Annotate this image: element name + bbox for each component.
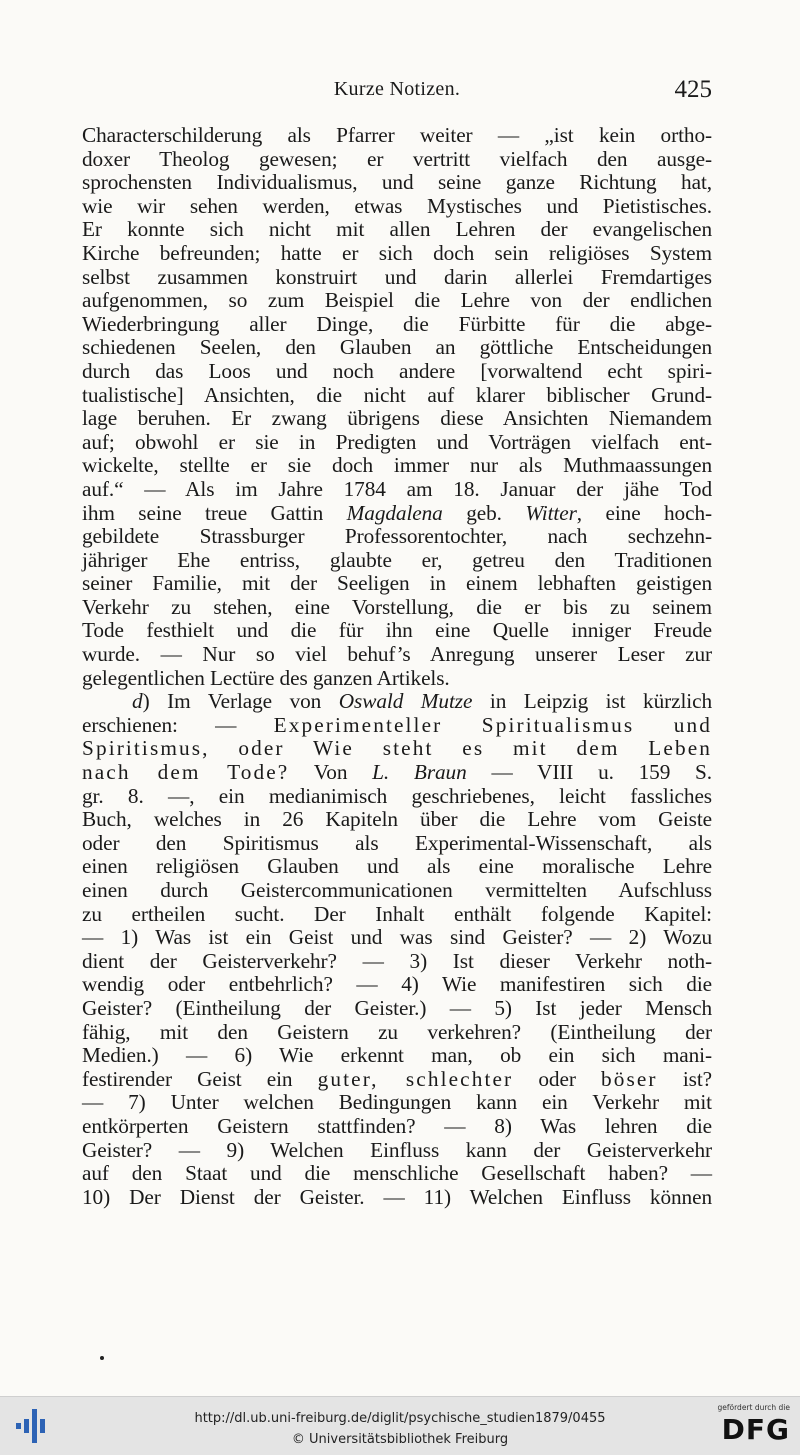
sponsor-note: gefördert durch die bbox=[717, 1403, 790, 1412]
text-line: doxer Theolog gewesen; er vertritt vielfach den ausge- bbox=[82, 146, 712, 171]
italic-text: Witter bbox=[525, 500, 577, 525]
running-title: Kurze Notizen. bbox=[333, 78, 461, 100]
text-line: schiedenen Seelen, den Glauben an göttliche Entscheidungen bbox=[82, 335, 712, 360]
text-line: selbst zusammen konstruirt und darin allerlei Fremdartiges bbox=[82, 264, 712, 289]
text-line: gelegentlichen Lectüre des ganzen Artikels. bbox=[82, 665, 450, 690]
text-line: wendig oder entbehrlich? — 4) Wie manifestiren sich die bbox=[82, 972, 712, 997]
text-line: Geister? — 9) Welchen Einfluss kann der Geisterverkehr bbox=[82, 1137, 712, 1162]
text-line: Characterschilderung als Pfarrer weiter — „ist kein ortho- bbox=[82, 123, 712, 147]
text-line: — 1) Was ist ein Geist und was sind Geister? — 2) Wozu bbox=[82, 925, 712, 950]
text-segment: oder bbox=[513, 1066, 601, 1091]
text-segment: ihm seine treue Gattin bbox=[82, 500, 347, 525]
italic-text: Magdalena bbox=[346, 500, 443, 525]
text-line: wickelte, stellte er sie doch immer nur als Muthmaassungen bbox=[82, 453, 712, 478]
text-line: sprochensten Individualismus, und seine ganze Richtung hat, bbox=[82, 170, 712, 195]
text-line: gr. 8. —, ein medianimisch geschriebenes, leicht fassliches bbox=[82, 783, 712, 808]
text-line bbox=[82, 502, 712, 526]
text-segment: — VIII u. 159 S. bbox=[466, 760, 713, 785]
text-line: Buch, welches in 26 Kapiteln über die Lehre vom Geiste bbox=[82, 807, 712, 832]
text-line: tualistische] Ansichten, die nicht auf klarer biblischer Grund- bbox=[82, 382, 712, 407]
text-line: zu ertheilen sucht. Der Inhalt enthält folgende Kapitel: bbox=[82, 901, 712, 926]
text-segment: ist? bbox=[657, 1066, 712, 1091]
dfg-logo-text: DFG bbox=[721, 1413, 790, 1446]
text-line: wurde. — Nur so viel behuf’s Anregung unserer Leser zur bbox=[82, 642, 712, 667]
spaced-text: nach dem Tode? bbox=[82, 760, 290, 785]
text-line bbox=[82, 737, 712, 761]
text-line: einen religiösen Glauben und als eine moralische Lehre bbox=[82, 854, 712, 879]
text-segment: erschienen: — bbox=[82, 712, 274, 737]
text-line bbox=[82, 714, 712, 738]
text-line: seiner Familie, mit der Seeligen in einem lebhaften geistigen bbox=[82, 571, 712, 596]
text-line: — 7) Unter welchen Bedingungen kann ein Verkehr mit bbox=[82, 1090, 712, 1115]
viewer-footer bbox=[0, 1396, 800, 1455]
spaced-text: Experimenteller Spiritualismus und bbox=[273, 712, 712, 737]
text-segment: geb. bbox=[442, 500, 526, 525]
text-segment: ) Im Verlage von bbox=[142, 689, 339, 714]
text-segment: , eine hoch- bbox=[576, 500, 712, 525]
text-line: oder den Spiritismus als Experimental-Wissenschaft, als bbox=[82, 830, 712, 855]
dfg-logo bbox=[706, 1403, 790, 1451]
text-segment: festirender Geist ein bbox=[82, 1066, 318, 1091]
italic-text: Oswald Mutze bbox=[338, 689, 473, 714]
text-line: 10) Der Dienst der Geister. — 11) Welchen Einfluss können bbox=[82, 1184, 712, 1209]
text-line: fähig, mit den Geistern zu verkehren? (Eintheilung der bbox=[82, 1019, 712, 1044]
text-line bbox=[82, 690, 712, 714]
spaced-text: Spiritismus, oder Wie steht es mit dem Leben bbox=[82, 736, 712, 761]
copyright-notice: © Universitätsbibliothek Freiburg bbox=[291, 1432, 509, 1447]
text-line: Kirche befreunden; hatte er sich doch sein religiöses System bbox=[82, 240, 712, 265]
text-line: wie wir sehen werden, etwas Mystisches und Pietistisches. bbox=[82, 193, 712, 218]
text-line bbox=[82, 761, 712, 785]
text-line: dient der Geisterverkehr? — 3) Ist dieser Verkehr noth- bbox=[82, 948, 712, 973]
text-segment: in Leipzig ist kürzlich bbox=[472, 689, 712, 714]
text-line: Er konnte sich nicht mit allen Lehren der evangelischen bbox=[82, 217, 712, 242]
text-line: lage beruhen. Er zwang übrigens diese Ansichten Niemandem bbox=[82, 406, 712, 431]
text-line: Verkehr zu stehen, eine Vorstellung, die er bis zu seinem bbox=[82, 594, 712, 619]
text-line: Medien.) — 6) Wie erkennt man, ob ein sich mani- bbox=[82, 1043, 712, 1068]
text-line: auf.“ — Als im Jahre 1784 am 18. Januar der jähe Tod bbox=[82, 476, 712, 501]
text-line: entkörperten Geistern stattfinden? — 8) Was lehren die bbox=[82, 1113, 712, 1138]
body-text bbox=[82, 124, 712, 1209]
text-line: auf; obwohl er sie in Predigten und Vorträgen vielfach ent- bbox=[82, 429, 712, 454]
text-line: jähriger Ehe entriss, glaubte er, getreu den Traditionen bbox=[82, 547, 712, 572]
text-line: auf den Staat und die menschliche Gesellschaft haben? — bbox=[82, 1161, 712, 1186]
stray-mark bbox=[100, 1356, 104, 1360]
document-url-link[interactable]: http://dl.ub.uni-freiburg.de/diglit/psychische_studien1879/0455 bbox=[194, 1411, 606, 1426]
page-number: 425 bbox=[674, 76, 712, 103]
text-line: einen durch Geistercommunicationen vermittelten Aufschluss bbox=[82, 878, 712, 902]
text-segment: Von bbox=[289, 760, 373, 785]
text-line: Geister? (Eintheilung der Geister.) — 5) Ist jeder Mensch bbox=[82, 995, 712, 1020]
text-line: durch das Loos und noch andere [vorwaltend echt spiri- bbox=[82, 358, 712, 383]
spaced-text: böser bbox=[601, 1066, 658, 1091]
italic-text: d bbox=[132, 689, 143, 714]
running-head bbox=[82, 76, 712, 110]
text-line: Tode festhielt und die für ihn eine Quelle inniger Freude bbox=[82, 618, 712, 643]
italic-text: L. Braun bbox=[372, 760, 467, 785]
text-line: aufgenommen, so zum Beispiel die Lehre von der endlichen bbox=[82, 288, 712, 313]
text-line: gebildete Strassburger Professorentochter, nach sechzehn- bbox=[82, 524, 712, 549]
text-line: Wiederbringung aller Dinge, die Fürbitte für die abge- bbox=[82, 311, 712, 336]
text-line bbox=[82, 1068, 712, 1092]
spaced-text: guter, schlechter bbox=[317, 1066, 514, 1091]
